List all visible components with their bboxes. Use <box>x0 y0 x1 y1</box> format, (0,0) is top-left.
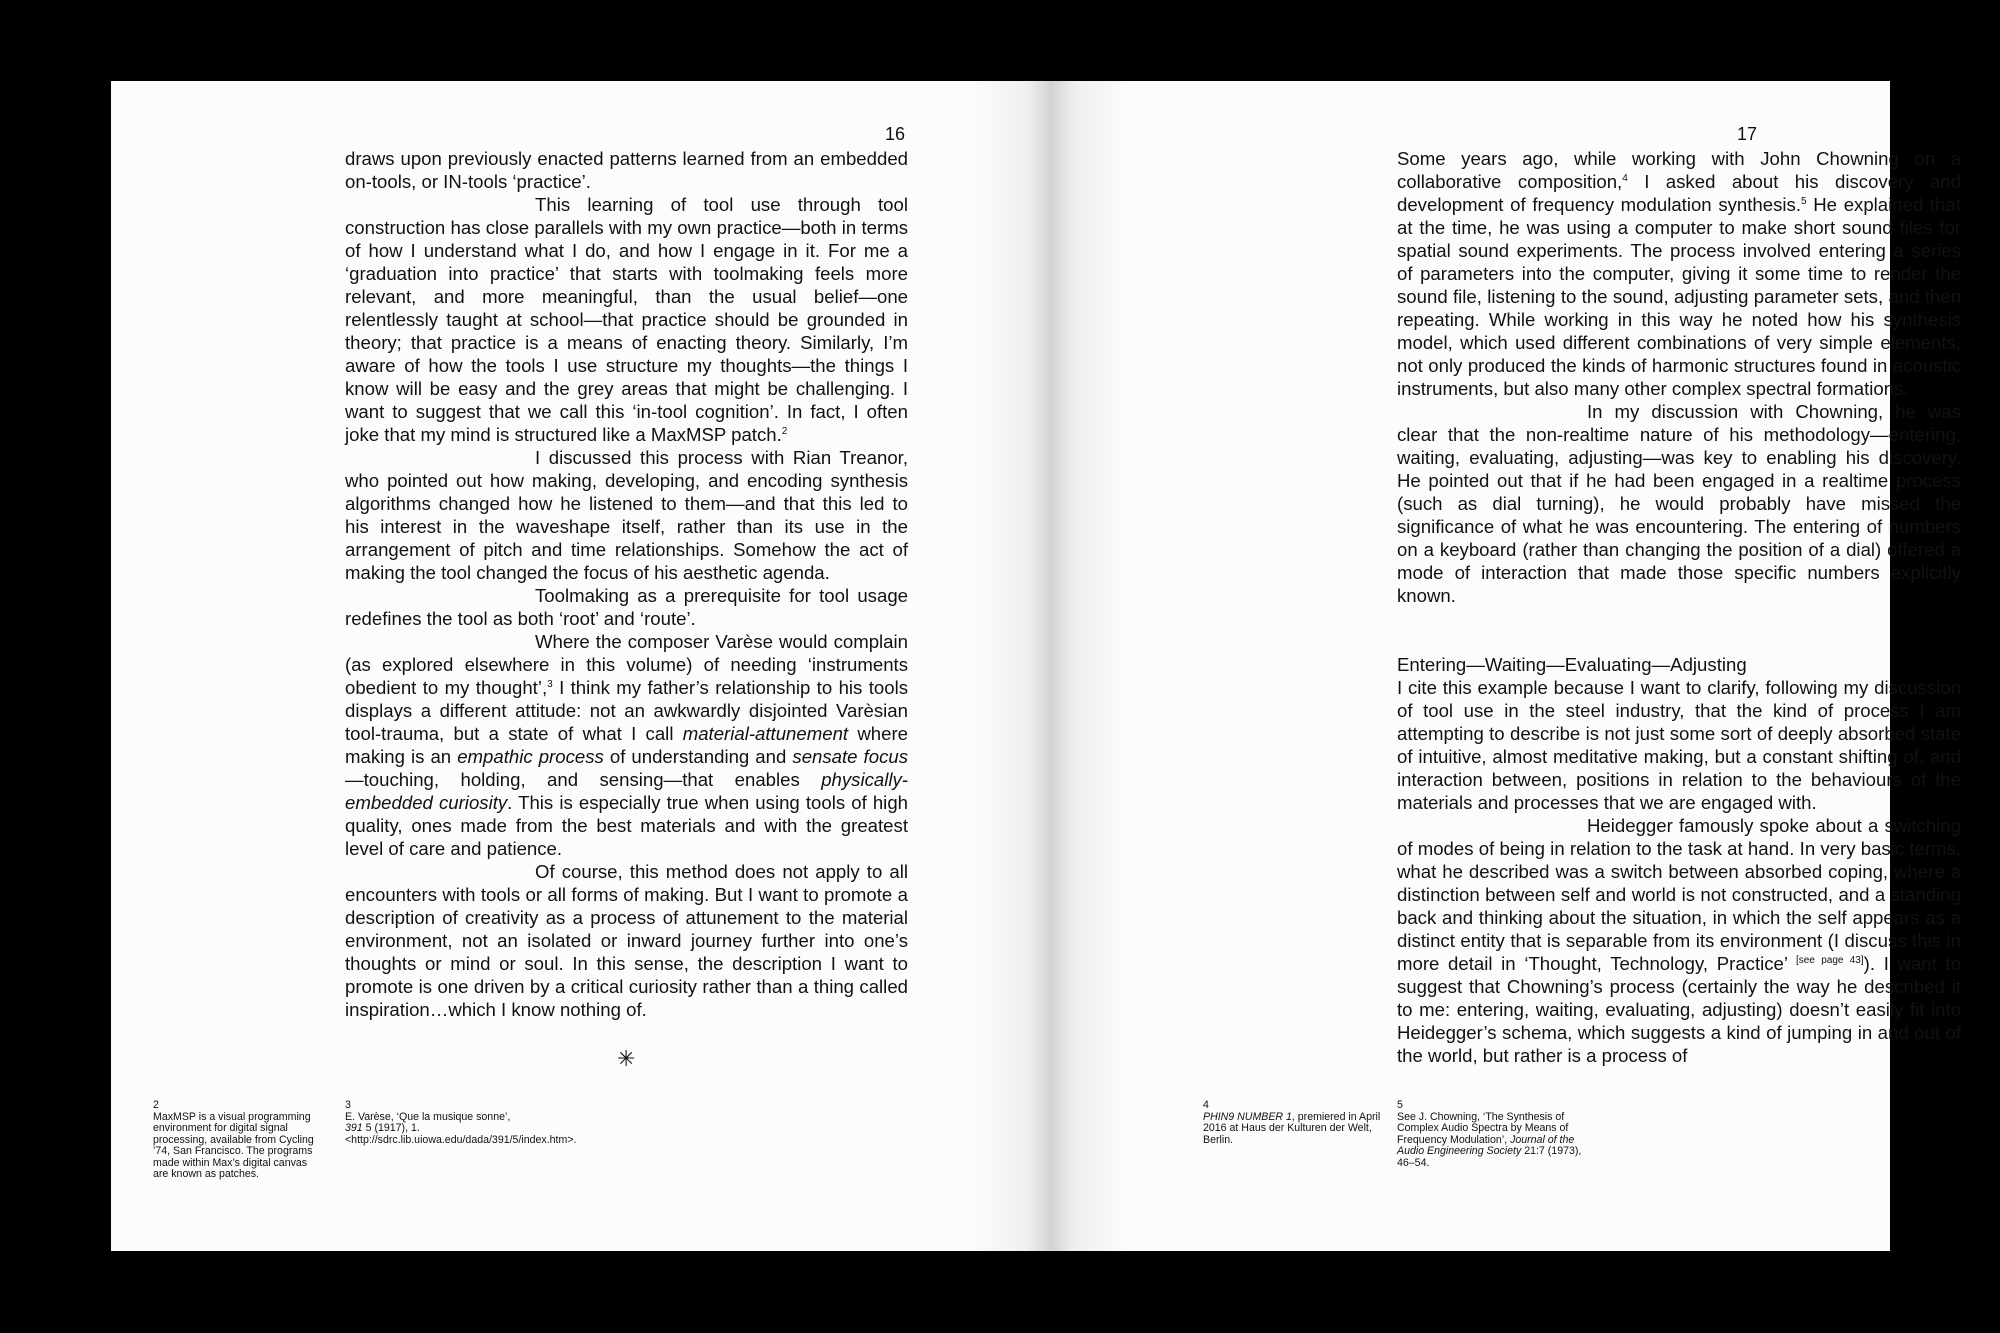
footnote-text <box>1203 1111 1380 1146</box>
body-paragraph <box>1397 676 1961 814</box>
footnote-text <box>1397 1111 1581 1169</box>
body-paragraph <box>1397 147 1961 400</box>
italic-text: material-attunement <box>682 723 849 744</box>
text-run: I think my father’s relationship to his tools displays a different attitude: not an awkwardly disjointed Varèsian tool-trauma, but a state of what I call <box>345 677 909 744</box>
right-body-text <box>1397 147 1961 1067</box>
text-run: . This is especially true when using tools of high quality, ones made from the best materials and with the greatest level of care and patience. <box>345 792 908 859</box>
italic-text: sensate focus <box>792 746 909 767</box>
text-run: ). I want to suggest that Chowning’s process (certainly the way he described it to me: entering, waiting, evaluating, adjusting) doesn’t easily fit into Heidegger’s schema, which suggests a kind of jumping in and out of the world, but rather is a process of <box>1397 953 1961 1066</box>
text-run: Of course, this method does not apply to all encounters with tools or all forms of making. But I want to promote a description of creativity as a process of attunement to the material environment, not an isolated or inward journey further into one’s thoughts or mind or soul. In this sense, the description I want to promote is one driven by a critical curiosity rather than a thing called inspiration…which I know nothing of. <box>345 861 908 1020</box>
body-paragraph <box>1397 400 1961 607</box>
italic-text: PHIN9 NUMBER 1 <box>1203 1110 1292 1123</box>
text-run: See J. Chowning, ‘The Synthesis of Complex Audio Spectra by Means of Frequency Modulation’, <box>1397 1110 1569 1146</box>
text-run: Some years ago, while working with John Chowning on a collaborative composition, <box>1397 148 1961 192</box>
text-run: —touching, holding, and sensing—that enables <box>345 769 822 790</box>
text-run: MaxMSP is a visual programming environment for digital signal processing, available from Cycling ’74, San Francisco. The programs made within Max’s digital canvas are known as patches. <box>153 1110 314 1180</box>
italic-text: physically-embedded curiosity <box>345 769 908 813</box>
text-run: , premiered in April 2016 at Haus der Kulturen der Welt, Berlin. <box>1203 1110 1381 1146</box>
text-run: Toolmaking as a prerequisite for tool usage redefines the tool as both ‘root’ and ‘route’. <box>345 585 908 629</box>
footnote <box>153 1100 318 1181</box>
italic-text: empathic process <box>457 746 604 767</box>
text-run: This learning of tool use through tool construction has close parallels with my own practice—both in terms of how I understand what I do, and how I engage in it. For me a ‘graduation into practice’ that starts with toolmaking feels more relevant, and more meaningful, than the usual belief—one relentlessly taught at school—that practice should be grounded in theory; that practice is a means of enacting theory. Similarly, I’m aware of how the tools I use structure my thoughts—the things I know will be easy and the grey areas that might be challenging. I want to suggest that we call this ‘in-tool cognition’. In fact, I often joke that my mind is structured like a MaxMSP patch. <box>345 194 908 445</box>
left-page <box>111 81 1000 1251</box>
body-paragraph <box>345 860 908 1021</box>
body-paragraph <box>345 193 908 446</box>
right-page <box>1000 81 1961 1251</box>
footnote <box>1203 1100 1388 1146</box>
note-reference: 5 <box>1801 196 1807 207</box>
text-run: He explained that at the time, he was using a computer to make short sound files for spatial sound experiments. The process involved entering a series of parameters into the computer, giving it some time to render the sound file, listening to the sound, adjusting parameter sets, and then repeating. While working in this way he noted how his synthesis model, which used different combinations of very simple elements, not only produced the kinds of harmonic structures found in acoustic instruments, but also many other complex spectral formations. <box>1397 194 1961 399</box>
body-paragraph <box>1397 814 1961 1067</box>
text-run: I discussed this process with Rian Treanor, who pointed out how making, developing, and encoding synthesis algorithms changed how he listened to them—and that this led to his interest in the waveshape itself, rather than its use in the arrangement of pitch and time relationships. Somehow the act of making the tool changed the focus of his aesthetic agenda. <box>345 447 908 583</box>
body-paragraph <box>345 446 908 584</box>
right-body-paragraphs-after <box>1397 676 1961 1067</box>
footnote-number: 2 <box>153 1099 159 1111</box>
footnote <box>1397 1100 1582 1169</box>
body-paragraph <box>345 630 908 860</box>
text-run: 5 (1917), 1. <http://sdrc.lib.uiowa.edu/dada/391/5/index.htm>. <box>345 1122 577 1146</box>
footnote-number: 3 <box>345 1099 351 1111</box>
italic-text: 391 <box>345 1122 363 1134</box>
right-body-paragraphs <box>1397 147 1961 607</box>
text-run: 21:7 (1973), 46–54. <box>1397 1145 1582 1169</box>
footnote-text <box>345 1111 576 1146</box>
text-run: I asked about his discovery and development of frequency modulation synthesis. <box>1397 171 1961 215</box>
footnote <box>345 1099 577 1146</box>
footnote-number: 5 <box>1397 1099 1403 1111</box>
text-run: E. Varèse, ‘Que la musique sonne’, <box>345 1110 511 1123</box>
body-paragraph <box>345 147 908 193</box>
body-paragraph <box>345 584 908 630</box>
text-run: of understanding and <box>603 746 793 767</box>
footnote-number: 4 <box>1203 1099 1209 1111</box>
left-body-text <box>345 147 908 1021</box>
text-run: where making is an <box>345 723 908 767</box>
note-reference: 2 <box>781 426 788 437</box>
text-run: Heidegger famously spoke about a switching of modes of being in relation to the task at hand. In very basic terms, what he described was a switch between absorbed coping, where a distinction between self and world is not constructed, and a standing back and thinking about the situation, in which the self appears as a distinct entity that is separable from its environment (I discuss this in more detail in ‘Thought, Technology, Practice’ <box>1397 815 1961 974</box>
note-reference: 3 <box>547 679 553 690</box>
footnote-text <box>153 1111 314 1181</box>
note-reference: 4 <box>1622 173 1628 184</box>
note-reference: [see page 43] <box>1796 955 1864 966</box>
page-number: 16 <box>885 124 906 144</box>
text-run: I cite this example because I want to clarify, following my discussion of tool use in the steel industry, that the kind of process I am attempting to describe is not just some sort of deeply absorbed state of intuitive, almost meditative making, but a constant shifting of, and interaction between, positions in relation to the behaviours of the materials and processes that we are engaged with. <box>1397 677 1961 813</box>
text-run: Where the composer Varèse would complain (as explored elsewhere in this volume) of needing ‘instruments obedient to my thought’, <box>345 631 908 698</box>
page-number: 17 <box>1737 124 1758 144</box>
text-run: In my discussion with Chowning, he was clear that the non-realtime nature of his methodology—entering, waiting, evaluating, adjusting—was key to enabling his discovery. He pointed out that if he had been engaged in a realtime process (such as dial turning), he would probably have missed the significance of what he was encountering. The entering of numbers on a keyboard (rather than changing the position of a dial) offered a mode of interaction that made those specific numbers explicitly known. <box>1397 401 1961 606</box>
section-heading: Entering—Waiting—Evaluating—Adjusting <box>1397 654 1747 675</box>
text-run: draws upon previously enacted patterns learned from an embedded on-tools, or IN-tools ‘practice’. <box>345 148 908 192</box>
italic-text: Journal of the Audio Engineering Society <box>1397 1133 1575 1157</box>
book-spread <box>111 81 1961 1251</box>
section-ornament: ✳ <box>617 1046 636 1071</box>
